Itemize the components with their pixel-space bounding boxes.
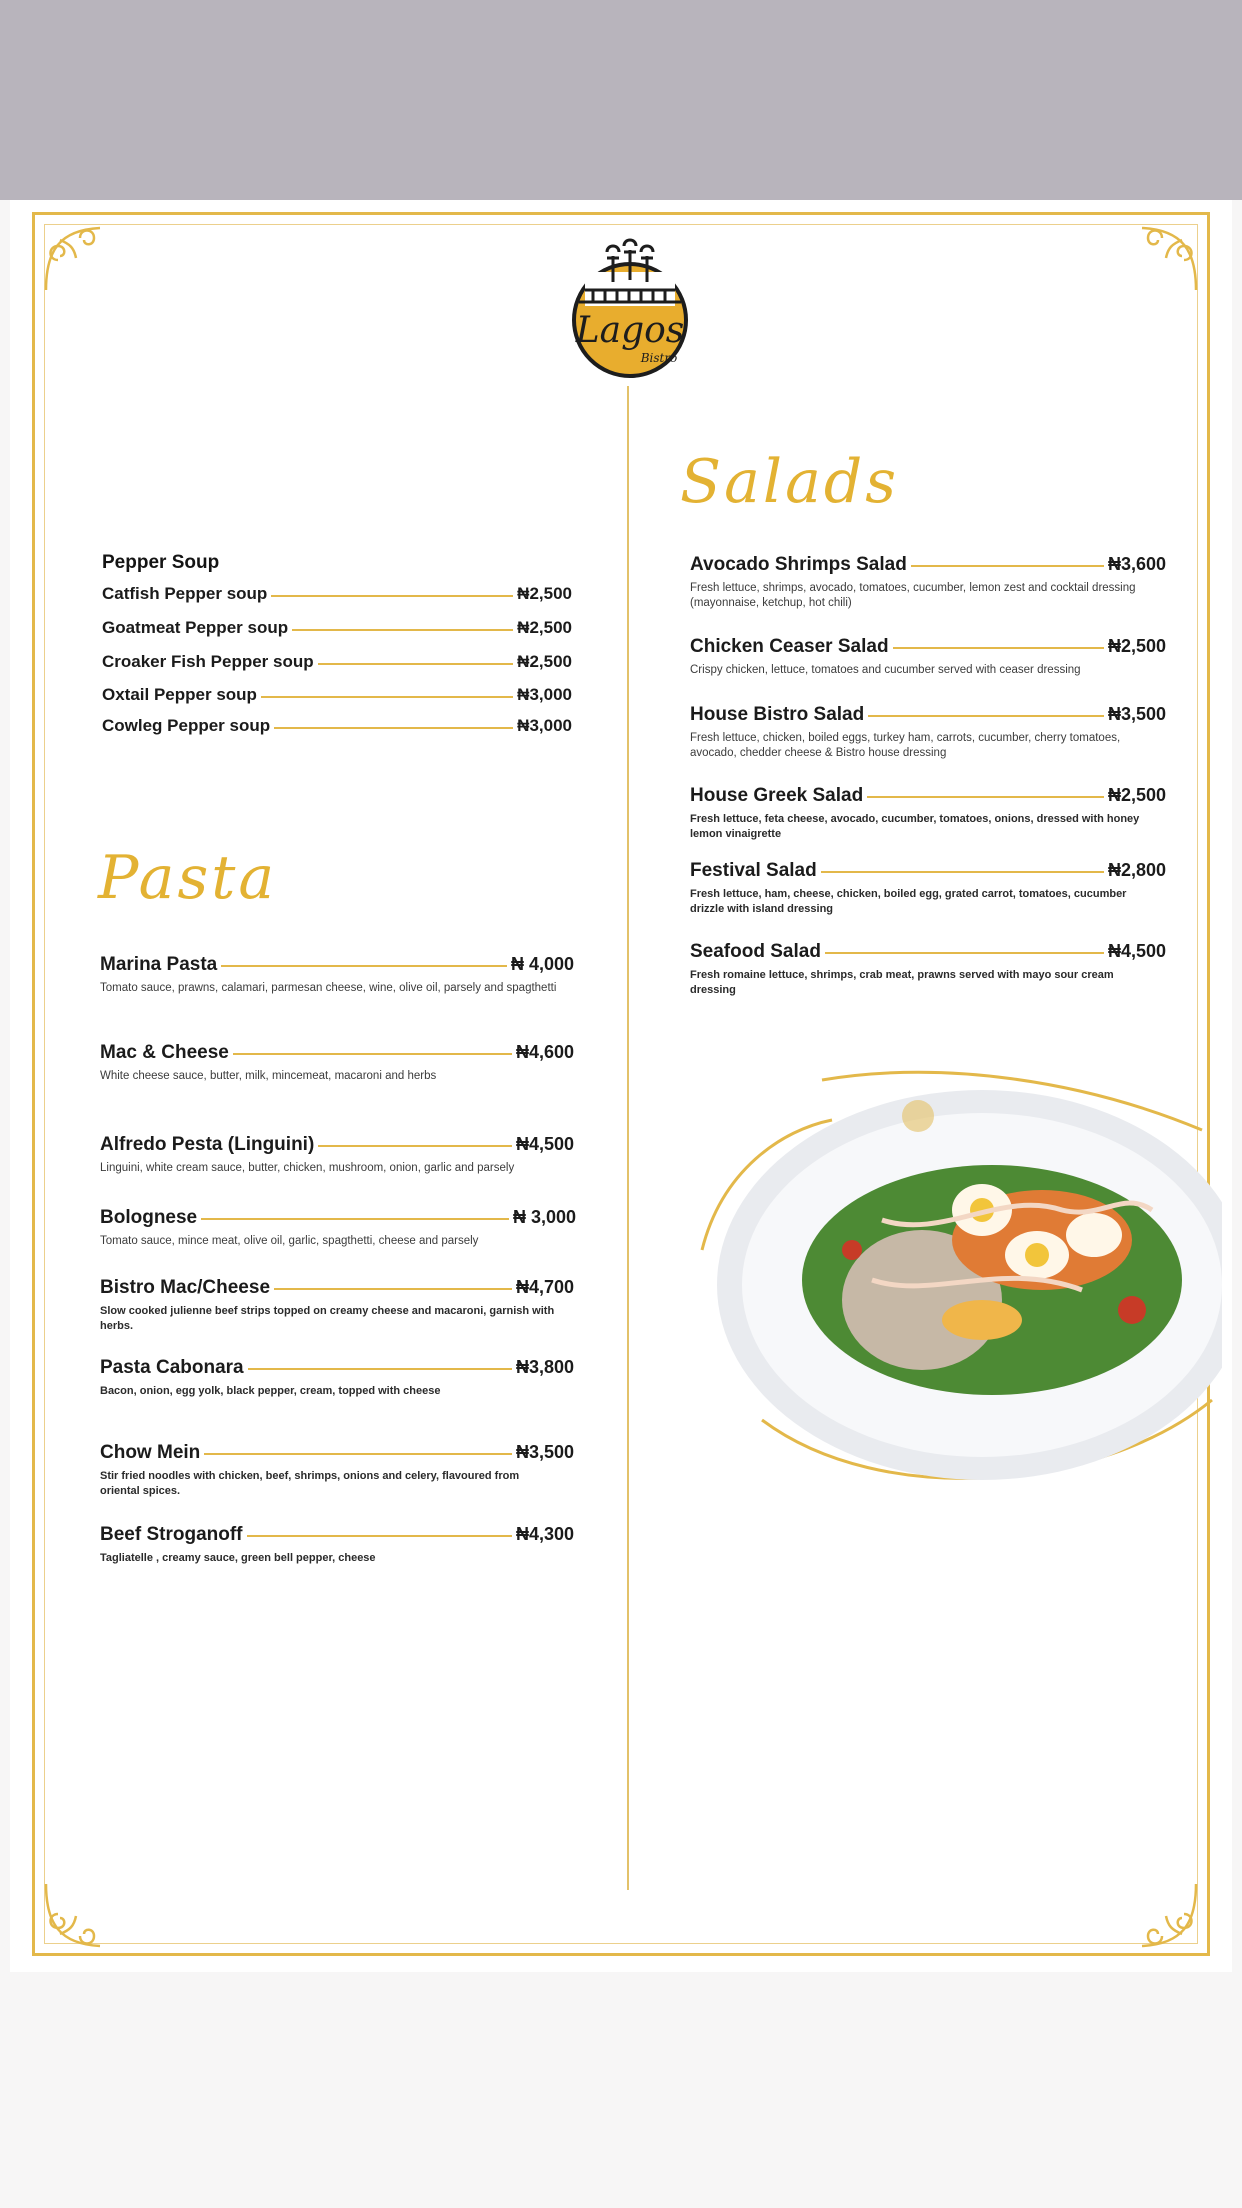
item-description: Bacon, onion, egg yolk, black pepper, cream, topped with cheese (100, 1385, 441, 1397)
pepper-soup-title: Pepper Soup (102, 552, 220, 573)
menu-item (100, 1442, 574, 1499)
menu-item (690, 636, 1166, 678)
item-price: ₦3,500 (512, 1442, 574, 1463)
item-name: Cowleg Pepper soup (102, 716, 274, 736)
menu-item (102, 716, 572, 740)
menu-item (690, 554, 1166, 611)
item-price: ₦4,700 (512, 1277, 574, 1298)
item-name: House Greek Salad (690, 785, 867, 807)
item-name: Croaker Fish Pepper soup (102, 652, 318, 672)
menu-item (102, 685, 572, 709)
item-price: ₦3,500 (1104, 704, 1166, 725)
item-name: Catfish Pepper soup (102, 584, 271, 604)
item-name: Festival Salad (690, 860, 821, 882)
item-description: White cheese sauce, butter, milk, mincemeat, macaroni and herbs (100, 1070, 437, 1082)
item-description: Linguini, white cream sauce, butter, chicken, mushroom, onion, garlic and parsely (100, 1162, 515, 1174)
item-price: ₦3,000 (513, 685, 572, 705)
item-price: ₦4,600 (512, 1042, 574, 1063)
item-name: Bolognese (100, 1207, 201, 1229)
item-price: ₦2,500 (1104, 785, 1166, 806)
menu-item (100, 1357, 574, 1399)
item-description: Tagliatelle , creamy sauce, green bell pepper, cheese (100, 1552, 376, 1564)
pasta-title: Pasta (98, 843, 278, 913)
logo-sub: Bistro (640, 351, 678, 365)
item-name: Bistro Mac/Cheese (100, 1277, 274, 1299)
item-name: Mac & Cheese (100, 1042, 233, 1064)
menu-item (690, 860, 1166, 917)
item-price: ₦3,600 (1104, 554, 1166, 575)
logo-name: Lagos (575, 310, 685, 351)
item-name: Goatmeat Pepper soup (102, 618, 292, 638)
item-name: Chicken Ceaser Salad (690, 636, 893, 658)
item-price: ₦4,300 (512, 1524, 574, 1545)
item-description: Tomato sauce, mince meat, olive oil, garlic, spagthetti, cheese and parsely (100, 1235, 479, 1247)
item-name: Pasta Cabonara (100, 1357, 248, 1379)
item-price: ₦4,500 (512, 1134, 574, 1155)
menu-item (100, 1207, 576, 1249)
item-price: ₦2,800 (1104, 860, 1166, 881)
item-name: Oxtail Pepper soup (102, 685, 261, 705)
item-name: Avocado Shrimps Salad (690, 554, 911, 576)
menu-item (690, 704, 1166, 761)
item-name: Chow Mein (100, 1442, 204, 1464)
menu-page (10, 200, 1232, 1972)
column-divider (627, 386, 629, 1890)
menu-item (100, 954, 574, 996)
item-price: ₦2,500 (513, 652, 572, 672)
item-price: ₦4,500 (1104, 941, 1166, 962)
item-price: ₦ 4,000 (507, 954, 574, 975)
item-name: Beef Stroganoff (100, 1524, 247, 1546)
item-description: Fresh lettuce, ham, cheese, chicken, boiled egg, grated carrot, tomatoes, cucumber drizzle with island dressing (690, 888, 1127, 915)
item-price: ₦3,800 (512, 1357, 574, 1378)
menu-item (102, 618, 572, 642)
item-price: ₦3,000 (513, 716, 572, 736)
top-band (0, 0, 1242, 200)
corner-ornament-icon (40, 220, 124, 304)
item-price: ₦2,500 (513, 618, 572, 638)
item-description: Slow cooked julienne beef strips topped on creamy cheese and macaroni, garnish with herbs. (100, 1305, 555, 1332)
menu-item (100, 1134, 574, 1176)
salad-plate-image (682, 1070, 1222, 1510)
item-price: ₦ 3,000 (509, 1207, 576, 1228)
item-description: Fresh lettuce, shrimps, avocado, tomatoes, cucumber, lemon zest and cocktail dressing (mayonnaise, ketchup, hot chili) (690, 582, 1136, 609)
item-name: House Bistro Salad (690, 704, 868, 726)
menu-item (102, 652, 572, 676)
item-price: ₦2,500 (513, 584, 572, 604)
corner-ornament-icon (1118, 1870, 1202, 1954)
item-name: Seafood Salad (690, 941, 825, 963)
salads-title: Salads (680, 447, 900, 517)
item-description: Crispy chicken, lettuce, tomatoes and cucumber served with ceaser dressing (690, 664, 1081, 676)
item-description: Tomato sauce, prawns, calamari, parmesan cheese, wine, olive oil, parsely and spagthetti (100, 982, 557, 994)
item-description: Stir fried noodles with chicken, beef, shrimps, onions and celery, flavoured from oriental spices. (100, 1470, 520, 1497)
lagos-bistro-logo (555, 230, 705, 380)
corner-ornament-icon (1118, 220, 1202, 304)
menu-item (100, 1277, 574, 1334)
item-price: ₦2,500 (1104, 636, 1166, 657)
menu-item (690, 941, 1166, 998)
menu-item (690, 785, 1166, 842)
item-description: Fresh romaine lettuce, shrimps, crab meat, prawns served with mayo sour cream dressing (690, 969, 1114, 996)
item-description: Fresh lettuce, feta cheese, avocado, cucumber, tomatoes, onions, dressed with honey lemon vinaigrette (690, 813, 1140, 840)
item-name: Alfredo Pesta (Linguini) (100, 1134, 318, 1156)
item-name: Marina Pasta (100, 954, 221, 976)
menu-item (100, 1042, 574, 1084)
item-description: Fresh lettuce, chicken, boiled eggs, turkey ham, carrots, cucumber, cherry tomatoes, avocado, chedder cheese & Bistro house dressing (690, 732, 1121, 759)
corner-ornament-icon (40, 1870, 124, 1954)
menu-item (102, 584, 572, 608)
menu-item (100, 1524, 574, 1566)
